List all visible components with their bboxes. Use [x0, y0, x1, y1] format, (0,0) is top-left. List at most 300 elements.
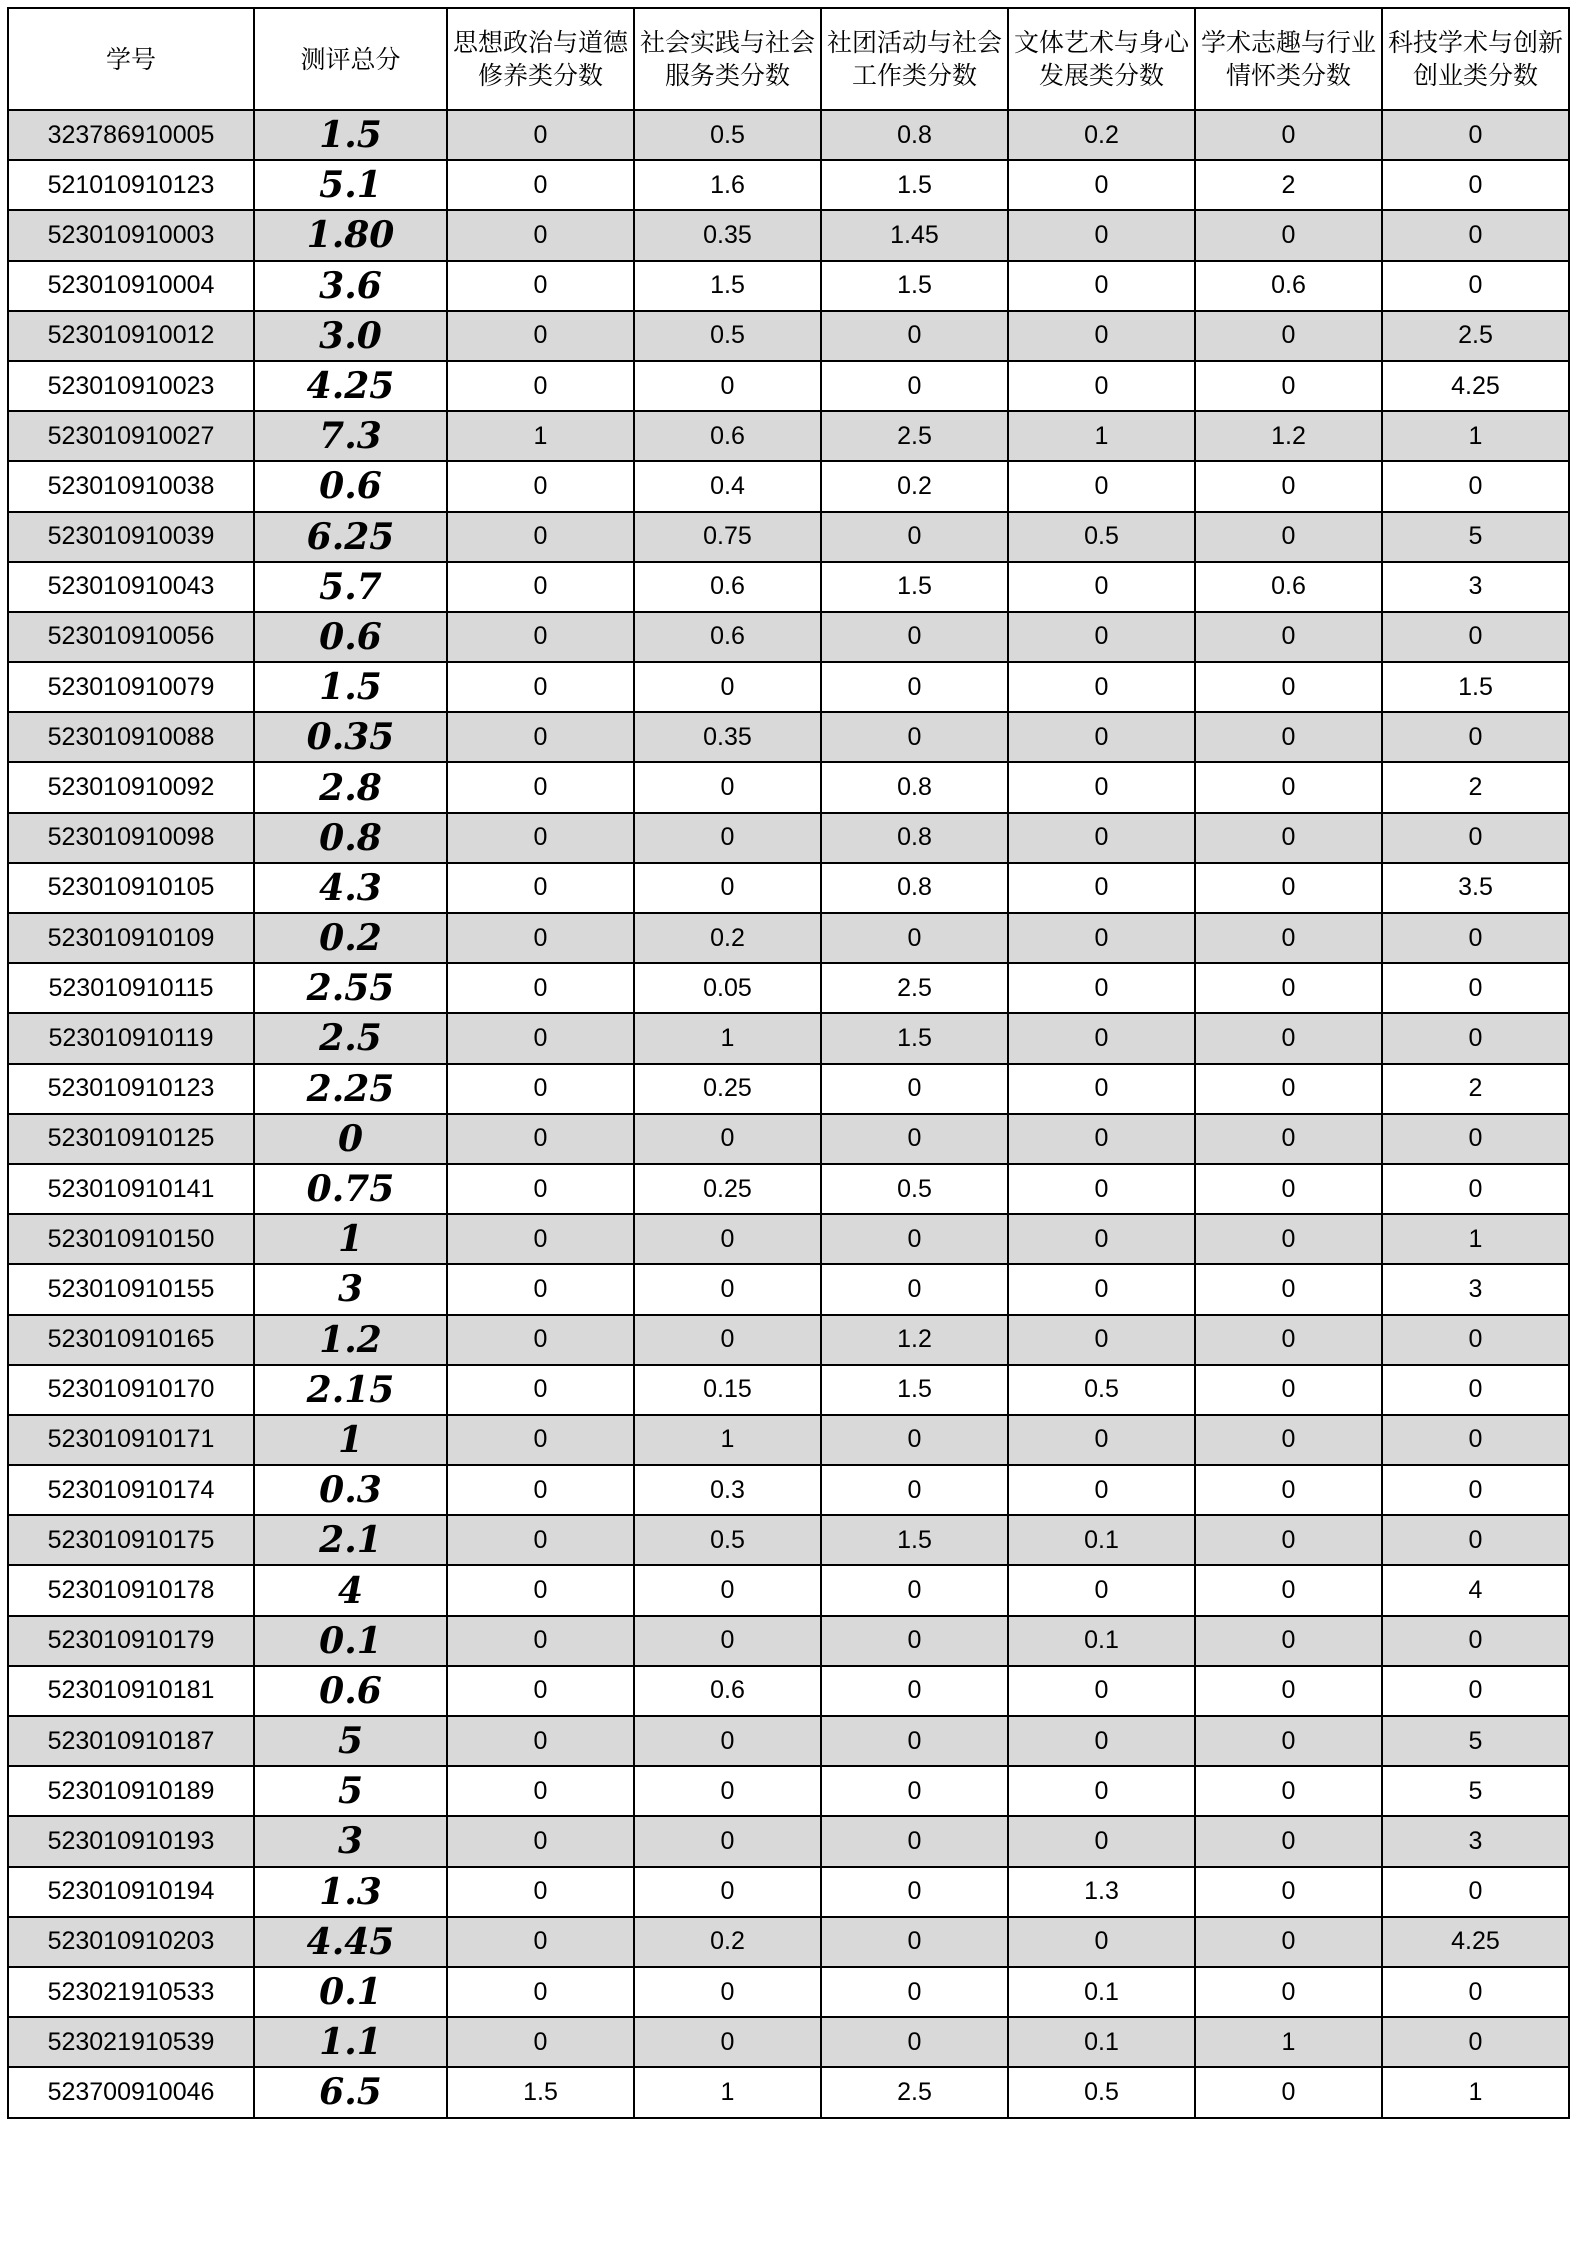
club-activity-score-cell: 0.5: [821, 1164, 1008, 1214]
table-row: [8, 411, 1569, 461]
student-id-cell: 523010910125: [8, 1114, 254, 1164]
social-practice-score-cell: 1: [634, 1013, 821, 1063]
arts-sports-score-cell: 0: [1008, 1315, 1195, 1365]
innovation-score-cell: 4.25: [1382, 1917, 1569, 1967]
table-row: [8, 612, 1569, 662]
innovation-score-cell: 0: [1382, 160, 1569, 210]
innovation-score-cell: 1: [1382, 1214, 1569, 1264]
club-activity-score-cell: 0: [821, 662, 1008, 712]
arts-sports-score-cell: 0: [1008, 662, 1195, 712]
table-row: [8, 1917, 1569, 1967]
club-activity-score-cell: 1.5: [821, 160, 1008, 210]
total-score-cell: 4.45: [254, 1917, 447, 1967]
table-row: [8, 762, 1569, 812]
total-score-cell: 2.25: [254, 1064, 447, 1114]
moral-score-cell: 0: [447, 963, 634, 1013]
student-id-cell: 523010910088: [8, 712, 254, 762]
total-score-cell: 0.3: [254, 1465, 447, 1515]
total-score-cell: 5: [254, 1766, 447, 1816]
moral-score-cell: 0: [447, 712, 634, 762]
table-row: [8, 2017, 1569, 2067]
total-score-cell: 2.8: [254, 762, 447, 812]
club-activity-score-cell: 1.5: [821, 261, 1008, 311]
arts-sports-score-cell: 0: [1008, 1214, 1195, 1264]
club-activity-score-cell: 0: [821, 1766, 1008, 1816]
table-row: [8, 1465, 1569, 1515]
academic-interest-score-cell: 0: [1195, 110, 1382, 160]
moral-score-cell: 0: [447, 1365, 634, 1415]
club-activity-score-cell: 0: [821, 913, 1008, 963]
arts-sports-score-cell: 0: [1008, 863, 1195, 913]
student-id-cell: 523010910109: [8, 913, 254, 963]
table-row: [8, 2067, 1569, 2117]
student-id-cell: 523010910194: [8, 1867, 254, 1917]
table-row: [8, 311, 1569, 361]
moral-score-cell: 1.5: [447, 2067, 634, 2117]
total-score-cell: 0.1: [254, 1616, 447, 1666]
innovation-score-cell: 0: [1382, 813, 1569, 863]
total-score-cell: 0.75: [254, 1164, 447, 1214]
total-score-cell: 0.8: [254, 813, 447, 863]
social-practice-score-cell: 0: [634, 662, 821, 712]
table-row: [8, 813, 1569, 863]
innovation-score-cell: 0: [1382, 1315, 1569, 1365]
total-score-cell: 4.3: [254, 863, 447, 913]
total-score-cell: 7.3: [254, 411, 447, 461]
social-practice-score-cell: 1: [634, 2067, 821, 2117]
club-activity-score-cell: 0.2: [821, 461, 1008, 511]
club-activity-score-cell: 2.5: [821, 2067, 1008, 2117]
arts-sports-score-cell: 0: [1008, 261, 1195, 311]
table-row: [8, 1867, 1569, 1917]
academic-interest-score-cell: 0: [1195, 1616, 1382, 1666]
student-id-cell: 523010910141: [8, 1164, 254, 1214]
arts-sports-score-cell: 0: [1008, 963, 1195, 1013]
innovation-score-cell: 2.5: [1382, 311, 1569, 361]
table-row: [8, 712, 1569, 762]
social-practice-score-cell: 0: [634, 1114, 821, 1164]
academic-interest-score-cell: 0: [1195, 1214, 1382, 1264]
club-activity-score-cell: 0: [821, 512, 1008, 562]
arts-sports-score-cell: 0: [1008, 1666, 1195, 1716]
table-row: [8, 1013, 1569, 1063]
header-moral-score: 思想政治与道德修养类分数: [447, 8, 634, 110]
header-academic-interest-score: 学术志趣与行业情怀类分数: [1195, 8, 1382, 110]
student-id-cell: 523010910179: [8, 1616, 254, 1666]
header-club-activity-score: 社团活动与社会工作类分数: [821, 8, 1008, 110]
total-score-cell: 0.35: [254, 712, 447, 762]
moral-score-cell: 0: [447, 562, 634, 612]
innovation-score-cell: 0: [1382, 1013, 1569, 1063]
club-activity-score-cell: 0: [821, 1214, 1008, 1264]
innovation-score-cell: 0: [1382, 1465, 1569, 1515]
academic-interest-score-cell: 0: [1195, 1666, 1382, 1716]
academic-interest-score-cell: 0: [1195, 1315, 1382, 1365]
arts-sports-score-cell: 0: [1008, 1565, 1195, 1615]
arts-sports-score-cell: 0: [1008, 1415, 1195, 1465]
student-id-cell: 523010910171: [8, 1415, 254, 1465]
arts-sports-score-cell: 0: [1008, 361, 1195, 411]
moral-score-cell: 0: [447, 1967, 634, 2017]
total-score-cell: 1.5: [254, 662, 447, 712]
arts-sports-score-cell: 0: [1008, 461, 1195, 511]
total-score-cell: 2.55: [254, 963, 447, 1013]
club-activity-score-cell: 0.8: [821, 863, 1008, 913]
academic-interest-score-cell: 1.2: [1195, 411, 1382, 461]
social-practice-score-cell: 0.5: [634, 1515, 821, 1565]
table-row: [8, 1666, 1569, 1716]
student-id-cell: 523010910170: [8, 1365, 254, 1415]
moral-score-cell: 0: [447, 1264, 634, 1314]
innovation-score-cell: 0: [1382, 1666, 1569, 1716]
academic-interest-score-cell: 0: [1195, 1164, 1382, 1214]
moral-score-cell: 0: [447, 512, 634, 562]
social-practice-score-cell: 0: [634, 863, 821, 913]
club-activity-score-cell: 0: [821, 1967, 1008, 2017]
club-activity-score-cell: 1.5: [821, 1013, 1008, 1063]
total-score-cell: 3.6: [254, 261, 447, 311]
student-id-cell: 523010910056: [8, 612, 254, 662]
social-practice-score-cell: 0.35: [634, 712, 821, 762]
academic-interest-score-cell: 0: [1195, 1013, 1382, 1063]
student-id-cell: 323786910005: [8, 110, 254, 160]
student-id-cell: 523010910038: [8, 461, 254, 511]
social-practice-score-cell: 0: [634, 1867, 821, 1917]
total-score-cell: 3.0: [254, 311, 447, 361]
moral-score-cell: 0: [447, 1515, 634, 1565]
moral-score-cell: 0: [447, 1064, 634, 1114]
student-id-cell: 523010910193: [8, 1816, 254, 1866]
club-activity-score-cell: 0.8: [821, 762, 1008, 812]
academic-interest-score-cell: 0: [1195, 1515, 1382, 1565]
social-practice-score-cell: 1.5: [634, 261, 821, 311]
club-activity-score-cell: 0: [821, 1666, 1008, 1716]
student-id-cell: 523010910012: [8, 311, 254, 361]
innovation-score-cell: 0: [1382, 1867, 1569, 1917]
student-id-cell: 523010910105: [8, 863, 254, 913]
arts-sports-score-cell: 0: [1008, 762, 1195, 812]
academic-interest-score-cell: 0: [1195, 1264, 1382, 1314]
club-activity-score-cell: 0: [821, 1064, 1008, 1114]
table-row: [8, 210, 1569, 260]
total-score-cell: 1.2: [254, 1315, 447, 1365]
innovation-score-cell: 4: [1382, 1565, 1569, 1615]
table-row: [8, 863, 1569, 913]
academic-interest-score-cell: 0.6: [1195, 562, 1382, 612]
student-id-cell: 523010910043: [8, 562, 254, 612]
header-innovation-score: 科技学术与创新创业类分数: [1382, 8, 1569, 110]
academic-interest-score-cell: 0: [1195, 512, 1382, 562]
moral-score-cell: 0: [447, 1917, 634, 1967]
student-id-cell: 523010910079: [8, 662, 254, 712]
total-score-cell: 1.5: [254, 110, 447, 160]
table-row: [8, 1264, 1569, 1314]
club-activity-score-cell: 0: [821, 712, 1008, 762]
social-practice-score-cell: 0.2: [634, 1917, 821, 1967]
club-activity-score-cell: 0.8: [821, 110, 1008, 160]
academic-interest-score-cell: 0: [1195, 662, 1382, 712]
total-score-cell: 5.7: [254, 562, 447, 612]
table-row: [8, 1515, 1569, 1565]
club-activity-score-cell: 1.45: [821, 210, 1008, 260]
social-practice-score-cell: 0: [634, 1264, 821, 1314]
total-score-cell: 2.1: [254, 1515, 447, 1565]
moral-score-cell: 0: [447, 1415, 634, 1465]
arts-sports-score-cell: 0: [1008, 712, 1195, 762]
academic-interest-score-cell: 0: [1195, 612, 1382, 662]
innovation-score-cell: 0: [1382, 1616, 1569, 1666]
arts-sports-score-cell: 0: [1008, 1816, 1195, 1866]
student-id-cell: 523010910150: [8, 1214, 254, 1264]
social-practice-score-cell: 0: [634, 1214, 821, 1264]
arts-sports-score-cell: 0: [1008, 1114, 1195, 1164]
student-id-cell: 523010910165: [8, 1315, 254, 1365]
academic-interest-score-cell: 0: [1195, 762, 1382, 812]
moral-score-cell: 0: [447, 762, 634, 812]
moral-score-cell: 0: [447, 1013, 634, 1063]
innovation-score-cell: 0: [1382, 210, 1569, 260]
moral-score-cell: 0: [447, 361, 634, 411]
table-row: [8, 1415, 1569, 1465]
social-practice-score-cell: 0: [634, 762, 821, 812]
moral-score-cell: 0: [447, 110, 634, 160]
moral-score-cell: 0: [447, 863, 634, 913]
club-activity-score-cell: 0: [821, 1917, 1008, 1967]
innovation-score-cell: 1.5: [1382, 662, 1569, 712]
score-table: [7, 7, 1570, 2119]
academic-interest-score-cell: 0: [1195, 1716, 1382, 1766]
total-score-cell: 0.6: [254, 1666, 447, 1716]
table-row: [8, 1064, 1569, 1114]
academic-interest-score-cell: 0: [1195, 1365, 1382, 1415]
arts-sports-score-cell: 0: [1008, 1766, 1195, 1816]
moral-score-cell: 0: [447, 2017, 634, 2067]
moral-score-cell: 0: [447, 1816, 634, 1866]
social-practice-score-cell: 0: [634, 1766, 821, 1816]
student-id-cell: 523010910092: [8, 762, 254, 812]
arts-sports-score-cell: 0.2: [1008, 110, 1195, 160]
student-id-cell: 523010910174: [8, 1465, 254, 1515]
academic-interest-score-cell: 0: [1195, 712, 1382, 762]
moral-score-cell: 0: [447, 311, 634, 361]
social-practice-score-cell: 0: [634, 1816, 821, 1866]
total-score-cell: 1.1: [254, 2017, 447, 2067]
moral-score-cell: 0: [447, 1766, 634, 1816]
innovation-score-cell: 0: [1382, 2017, 1569, 2067]
academic-interest-score-cell: 0: [1195, 1867, 1382, 1917]
club-activity-score-cell: 0: [821, 1565, 1008, 1615]
moral-score-cell: 0: [447, 1565, 634, 1615]
table-row: [8, 1616, 1569, 1666]
innovation-score-cell: 3: [1382, 562, 1569, 612]
social-practice-score-cell: 0: [634, 2017, 821, 2067]
arts-sports-score-cell: 1.3: [1008, 1867, 1195, 1917]
moral-score-cell: 0: [447, 1616, 634, 1666]
academic-interest-score-cell: 0: [1195, 863, 1382, 913]
social-practice-score-cell: 0: [634, 1716, 821, 1766]
moral-score-cell: 0: [447, 913, 634, 963]
table-row: [8, 562, 1569, 612]
arts-sports-score-cell: 0: [1008, 612, 1195, 662]
club-activity-score-cell: 0: [821, 2017, 1008, 2067]
innovation-score-cell: 0: [1382, 712, 1569, 762]
student-id-cell: 523010910039: [8, 512, 254, 562]
table-row: [8, 662, 1569, 712]
table-row: [8, 110, 1569, 160]
student-id-cell: 523010910098: [8, 813, 254, 863]
club-activity-score-cell: 0: [821, 1415, 1008, 1465]
moral-score-cell: 0: [447, 210, 634, 260]
innovation-score-cell: 0: [1382, 261, 1569, 311]
innovation-score-cell: 0: [1382, 1114, 1569, 1164]
academic-interest-score-cell: 1: [1195, 2017, 1382, 2067]
social-practice-score-cell: 0.4: [634, 461, 821, 511]
student-id-cell: 523021910539: [8, 2017, 254, 2067]
moral-score-cell: 0: [447, 662, 634, 712]
innovation-score-cell: 5: [1382, 1716, 1569, 1766]
moral-score-cell: 0: [447, 612, 634, 662]
club-activity-score-cell: 0: [821, 612, 1008, 662]
club-activity-score-cell: 1.5: [821, 562, 1008, 612]
club-activity-score-cell: 0: [821, 1716, 1008, 1766]
moral-score-cell: 0: [447, 261, 634, 311]
innovation-score-cell: 1: [1382, 2067, 1569, 2117]
arts-sports-score-cell: 0.1: [1008, 2017, 1195, 2067]
student-id-cell: 523010910189: [8, 1766, 254, 1816]
innovation-score-cell: 3: [1382, 1264, 1569, 1314]
social-practice-score-cell: 0: [634, 1967, 821, 2017]
moral-score-cell: 0: [447, 1315, 634, 1365]
table-row: [8, 1315, 1569, 1365]
club-activity-score-cell: 0: [821, 311, 1008, 361]
student-id-cell: 523010910187: [8, 1716, 254, 1766]
total-score-cell: 5: [254, 1716, 447, 1766]
total-score-cell: 2.5: [254, 1013, 447, 1063]
total-score-cell: 2.15: [254, 1365, 447, 1415]
academic-interest-score-cell: 0.6: [1195, 261, 1382, 311]
arts-sports-score-cell: 0: [1008, 562, 1195, 612]
innovation-score-cell: 5: [1382, 1766, 1569, 1816]
social-practice-score-cell: 0.05: [634, 963, 821, 1013]
club-activity-score-cell: 0: [821, 1114, 1008, 1164]
total-score-cell: 0.1: [254, 1967, 447, 2017]
innovation-score-cell: 4.25: [1382, 361, 1569, 411]
club-activity-score-cell: 0: [821, 1867, 1008, 1917]
arts-sports-score-cell: 0: [1008, 1164, 1195, 1214]
social-practice-score-cell: 0.5: [634, 311, 821, 361]
total-score-cell: 4.25: [254, 361, 447, 411]
arts-sports-score-cell: 0.1: [1008, 1515, 1195, 1565]
academic-interest-score-cell: 2: [1195, 160, 1382, 210]
academic-interest-score-cell: 0: [1195, 1415, 1382, 1465]
social-practice-score-cell: 0.6: [634, 562, 821, 612]
table-row: [8, 1716, 1569, 1766]
table-row: [8, 461, 1569, 511]
innovation-score-cell: 0: [1382, 963, 1569, 1013]
student-id-cell: 523010910004: [8, 261, 254, 311]
social-practice-score-cell: 0.6: [634, 1666, 821, 1716]
total-score-cell: 0.6: [254, 461, 447, 511]
social-practice-score-cell: 0.25: [634, 1064, 821, 1114]
social-practice-score-cell: 0.3: [634, 1465, 821, 1515]
innovation-score-cell: 3: [1382, 1816, 1569, 1866]
student-id-cell: 523010910115: [8, 963, 254, 1013]
social-practice-score-cell: 0.6: [634, 411, 821, 461]
club-activity-score-cell: 0: [821, 1616, 1008, 1666]
total-score-cell: 5.1: [254, 160, 447, 210]
academic-interest-score-cell: 0: [1195, 1565, 1382, 1615]
table-row: [8, 963, 1569, 1013]
total-score-cell: 1: [254, 1214, 447, 1264]
social-practice-score-cell: 0.25: [634, 1164, 821, 1214]
social-practice-score-cell: 0.75: [634, 512, 821, 562]
club-activity-score-cell: 0: [821, 1816, 1008, 1866]
social-practice-score-cell: 0: [634, 1565, 821, 1615]
student-id-cell: 521010910123: [8, 160, 254, 210]
social-practice-score-cell: 0: [634, 813, 821, 863]
academic-interest-score-cell: 0: [1195, 1114, 1382, 1164]
table-row: [8, 361, 1569, 411]
innovation-score-cell: 0: [1382, 1515, 1569, 1565]
arts-sports-score-cell: 0: [1008, 1917, 1195, 1967]
header-total-score: 测评总分: [254, 8, 447, 110]
academic-interest-score-cell: 0: [1195, 2067, 1382, 2117]
club-activity-score-cell: 1.5: [821, 1515, 1008, 1565]
arts-sports-score-cell: 1: [1008, 411, 1195, 461]
academic-interest-score-cell: 0: [1195, 311, 1382, 361]
moral-score-cell: 0: [447, 1114, 634, 1164]
table-body: [8, 110, 1569, 2118]
innovation-score-cell: 0: [1382, 1164, 1569, 1214]
arts-sports-score-cell: 0: [1008, 1264, 1195, 1314]
social-practice-score-cell: 1: [634, 1415, 821, 1465]
academic-interest-score-cell: 0: [1195, 1816, 1382, 1866]
innovation-score-cell: 3.5: [1382, 863, 1569, 913]
total-score-cell: 0.6: [254, 612, 447, 662]
academic-interest-score-cell: 0: [1195, 963, 1382, 1013]
arts-sports-score-cell: 0.5: [1008, 1365, 1195, 1415]
table-row: [8, 1766, 1569, 1816]
academic-interest-score-cell: 0: [1195, 210, 1382, 260]
moral-score-cell: 0: [447, 1867, 634, 1917]
student-id-cell: 523010910178: [8, 1565, 254, 1615]
social-practice-score-cell: 0: [634, 1616, 821, 1666]
innovation-score-cell: 2: [1382, 762, 1569, 812]
academic-interest-score-cell: 0: [1195, 361, 1382, 411]
header-row: [8, 8, 1569, 110]
student-id-cell: 523010910119: [8, 1013, 254, 1063]
moral-score-cell: 0: [447, 461, 634, 511]
arts-sports-score-cell: 0.5: [1008, 512, 1195, 562]
arts-sports-score-cell: 0: [1008, 210, 1195, 260]
total-score-cell: 1.80: [254, 210, 447, 260]
table-row: [8, 1214, 1569, 1264]
total-score-cell: 6.25: [254, 512, 447, 562]
moral-score-cell: 0: [447, 1666, 634, 1716]
club-activity-score-cell: 2.5: [821, 963, 1008, 1013]
table-row: [8, 1164, 1569, 1214]
club-activity-score-cell: 0: [821, 1465, 1008, 1515]
innovation-score-cell: 2: [1382, 1064, 1569, 1114]
social-practice-score-cell: 0: [634, 361, 821, 411]
student-id-cell: 523700910046: [8, 2067, 254, 2117]
social-practice-score-cell: 0.15: [634, 1365, 821, 1415]
academic-interest-score-cell: 0: [1195, 1766, 1382, 1816]
table-row: [8, 1967, 1569, 2017]
student-id-cell: 523010910175: [8, 1515, 254, 1565]
student-id-cell: 523010910003: [8, 210, 254, 260]
moral-score-cell: 1: [447, 411, 634, 461]
